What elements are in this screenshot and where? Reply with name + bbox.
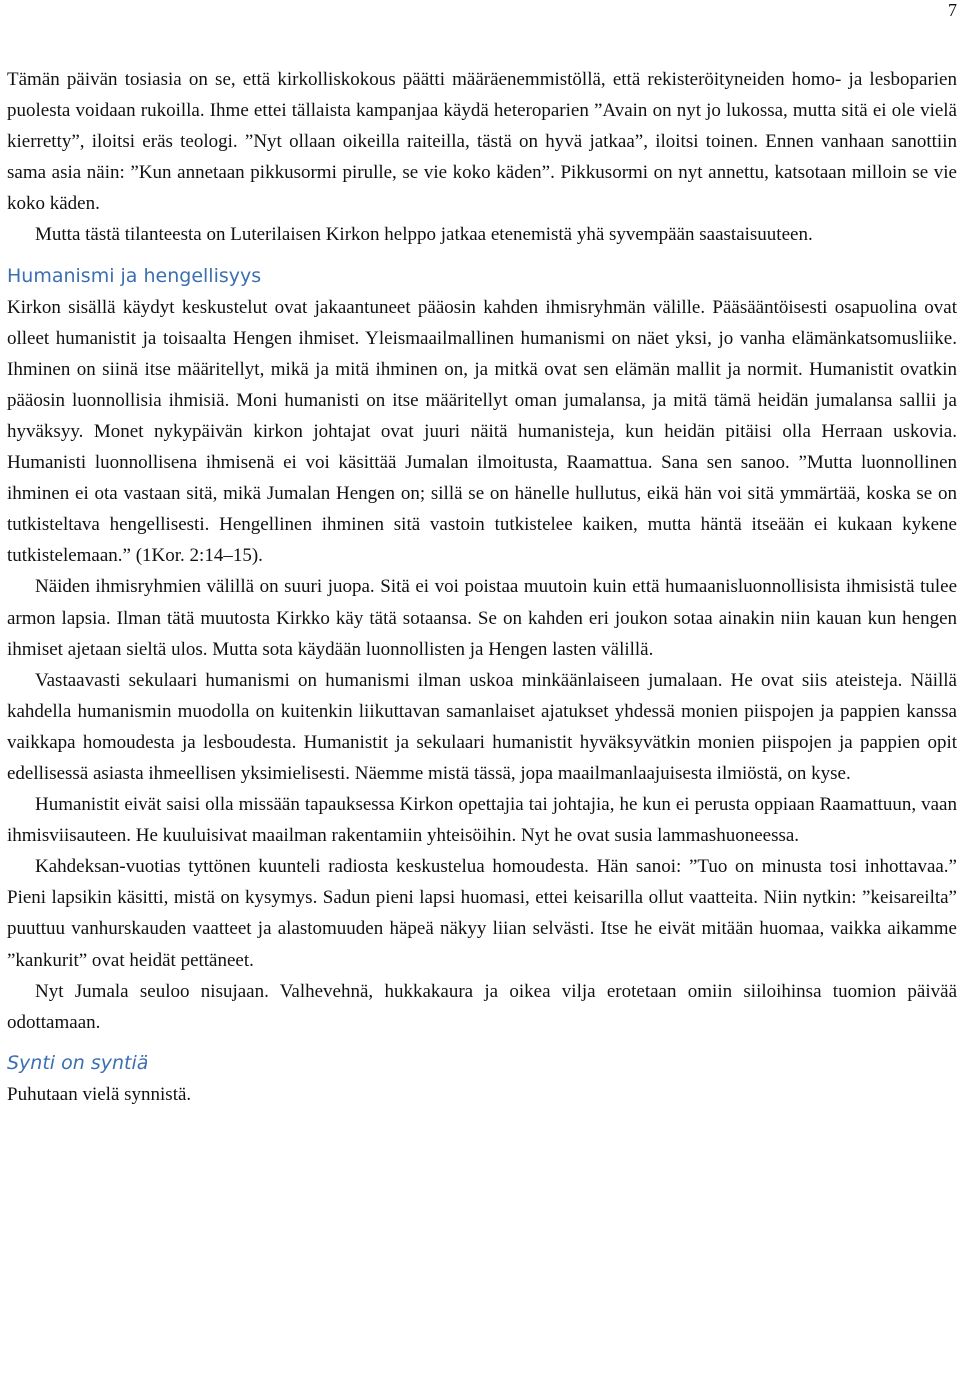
paragraph: Kahdeksan-vuotias tyttönen kuunteli radiosta keskustelua homoudesta. Hän sanoi: ”Tuo on minusta tosi inhottavaa.” Pieni lapsikin käsitti, mistä on kysymys. Sadun pieni lapsi huomasi, ettei keisarilla ollut vaatteita. Niin nytkin: ”keisareilta” puuttuu vanhurskauden vaatteet ja alastomuuden häpeä näkyy liian selvästi. Itse he eivät mitään huomaa, vaikka aikamme ”kankurit” ovat heidät pettäneet. <box>7 856 957 971</box>
paragraph: Nyt Jumala seuloo nisujaan. Valhevehnä, hukkakaura ja oikea vilja erotetaan omiin siiloihinsa tuomion päivää odottamaan. <box>7 980 957 1033</box>
paragraph: Tämän päivän tosiasia on se, että kirkolliskokous päätti määräenemmistöllä, että rekisteröityneiden homo- ja lesboparien puolesta voidaan rukoilla. Ihme ettei tällaista kampanjaa käydä heteroparien ”Avain on nyt jo lukossa, mutta sitä ei ole vielä kierretty”, iloitsi eräs teologi. ”Nyt ollaan oikeilla raiteilla, tästä on hyvä jatkaa”, iloitsi toinen. Ennen vanhaan sanottiin sama asia näin: ”Kun annetaan pikkusormi pirulle, se vie koko käden”. Pikkusormi on nyt annettu, katsotaan milloin se vie koko käden. <box>7 69 957 215</box>
paragraph: Puhutaan vielä synnistä. <box>7 1083 192 1105</box>
paragraph: Vastaavasti sekulaari humanismi on humanismi ilman uskoa minkäänlaiseen jumalaan. He ovat siis ateisteja. Näillä kahdella humanismin muodolla on kuitenkin liikuttavan samanlaiset ajatukset yhdessä monien piispojen ja pappien kanssa vaikkapa homoudesta ja lesboudesta. Humanistit ja sekulaari humanistit hyväksyvätkin monien piispojen ja pappien opit edellisessä asiasta ihmeellisen yksimielisesti. Näemme mistä tässä, jopa maailmanlaajuisesta ilmiöstä, on kyse. <box>7 669 957 784</box>
paragraph: Näiden ihmisryhmien välillä on suuri juopa. Sitä ei voi poistaa muutoin kuin että humaanisluonnollisista ihmisistä tulee armon lapsia. Ilman tätä muutosta Kirkko käy tätä sotaansa. Se on kahden eri joukon sotaa ainakin niin kauan kun hengen ihmiset ajetaan sieltä ulos. Mutta sota käydään luonnollisten ja Hengen lasten välillä. <box>7 576 957 660</box>
page-content <box>7 64 957 1110</box>
section-sin <box>7 1048 957 1110</box>
page-number: 7 <box>948 0 957 20</box>
paragraph: Mutta tästä tilanteesta on Luterilaisen Kirkon helppo jatkaa etenemistä yhä syvempään saastaisuuteen. <box>35 224 813 246</box>
section-intro <box>7 64 957 251</box>
section-heading: Synti on syntiä <box>7 1051 149 1074</box>
section-humanism <box>7 261 957 1038</box>
paragraph: Kirkon sisällä käydyt keskustelut ovat jakaantuneet pääosin kahden ihmisryhmän välille. Pääsääntöisesti osapuolina ovat olleet humanistit ja toisaalta Hengen ihmiset. Yleismaailmallinen humanismi on näet yksi, jo vanha elämänkatsomusliike. Ihminen on siinä itse määritellyt, mikä ja mitä ihminen on, ja mitkä ovat sen elämän mallit ja normit. Humanistit ovatkin pääosin luonnollisia ihmisiä. Moni humanisti on itse määritellyt oman jumalansa, ja mitä tämä heidän jumalansa sallii ja hyväksyy. Monet nykypäivän kirkon johtajat ovat juuri näitä humanisteja, kun heidän pitäisi olla Herraan uskovia. Humanisti luonnollisena ihmisenä ei voi käsittää Jumalan ilmoitusta, Raamattua. Sana sen sanoo. ”Mutta luonnollinen ihminen ei ota vastaan sitä, mikä Jumalan Hengen on; sillä se on hänelle hullutus, eikä hän voi sitä ymmärtää, koska se on tutkisteltava hengellisesti. Hengellinen ihminen sitä vastoin tutkistelee kaiken, mutta häntä itseään ei kukaan kykene tutkistelemaan.” (1Kor. 2:14–15). <box>7 296 957 567</box>
paragraph: Humanistit eivät saisi olla missään tapauksessa Kirkon opettajia tai johtajia, he kun ei perusta oppiaan Raamattuun, vaan ihmisviisauteen. He kuuluisivat maailman rakentamiin yhteisöihin. Nyt he ovat susia lammashuoneessa. <box>7 794 957 847</box>
section-heading: Humanismi ja hengellisyys <box>7 264 262 287</box>
